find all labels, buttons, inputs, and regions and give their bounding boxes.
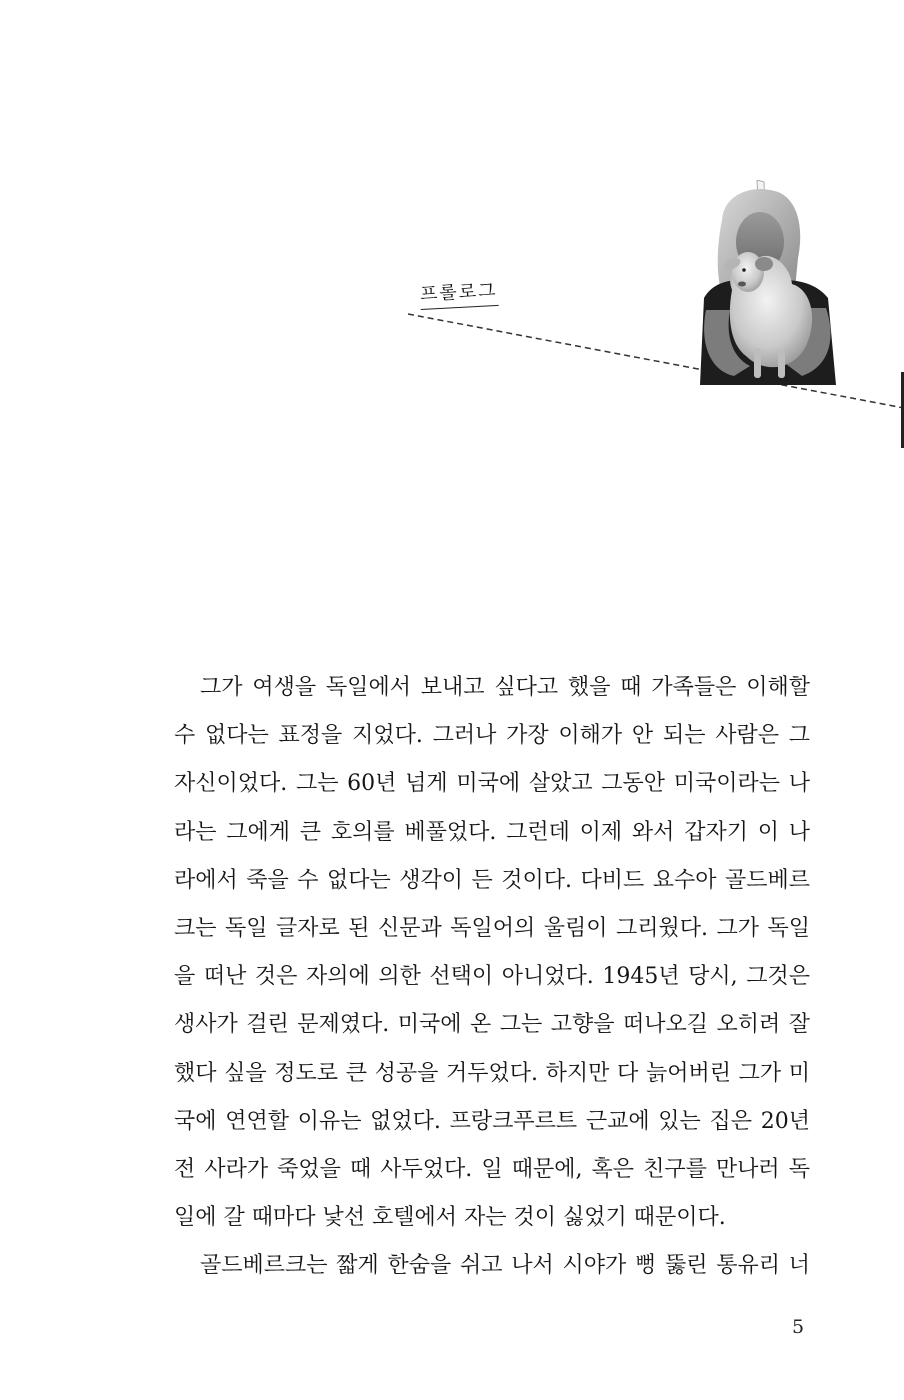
text-line: 라는 그에게 큰 호의를 베풀었다. 그런데 이제 와서 갑자기 이 나 — [174, 819, 810, 845]
body-text — [174, 664, 810, 1291]
text-line: 수 없다는 표정을 지었다. 그러나 가장 이해가 안 되는 사람은 그 — [174, 723, 810, 749]
chapter-title: 프롤로그 — [419, 276, 498, 310]
text-line: 일에 갈 때마다 낯선 호텔에서 자는 것이 싫었기 때문이다. — [174, 1205, 726, 1231]
text-line: 크는 독일 글자로 된 신문과 독일어의 울림이 그리웠다. 그가 독일 — [174, 916, 810, 942]
page-number: 5 — [792, 1316, 805, 1338]
text-line: 했다 싶을 정도로 큰 성공을 거두었다. 하지만 다 늙어버린 그가 미 — [174, 1060, 810, 1086]
text-line: 생사가 걸린 문제였다. 미국에 온 그는 고향을 떠나오길 오히려 잘 — [174, 1012, 810, 1038]
text-line: 그가 여생을 독일에서 보내고 싶다고 했을 때 가족들은 이해할 — [200, 675, 810, 700]
text-line: 골드베르크는 짧게 한숨을 쉬고 나서 시야가 뻥 뚫린 통유리 너 — [200, 1253, 810, 1279]
text-line: 전 사라가 죽었을 때 사두었다. 일 때문에, 혹은 친구를 만나러 독 — [174, 1157, 810, 1183]
text-line: 국에 연연할 이유는 없었다. 프랑크푸르트 근교에 있는 집은 20년 — [174, 1108, 810, 1134]
text-line: 자신이었다. 그는 60년 넘게 미국에 살았고 그동안 미국이라는 나 — [174, 771, 810, 797]
text-line: 라에서 죽을 수 없다는 생각이 든 것이다. 다비드 요수아 골드베르 — [174, 867, 810, 893]
text-line: 을 떠난 것은 자의에 의한 선택이 아니었다. 1945년 당시, 그것은 — [174, 964, 810, 990]
woman-holding-lamb-photo-icon — [694, 180, 842, 385]
